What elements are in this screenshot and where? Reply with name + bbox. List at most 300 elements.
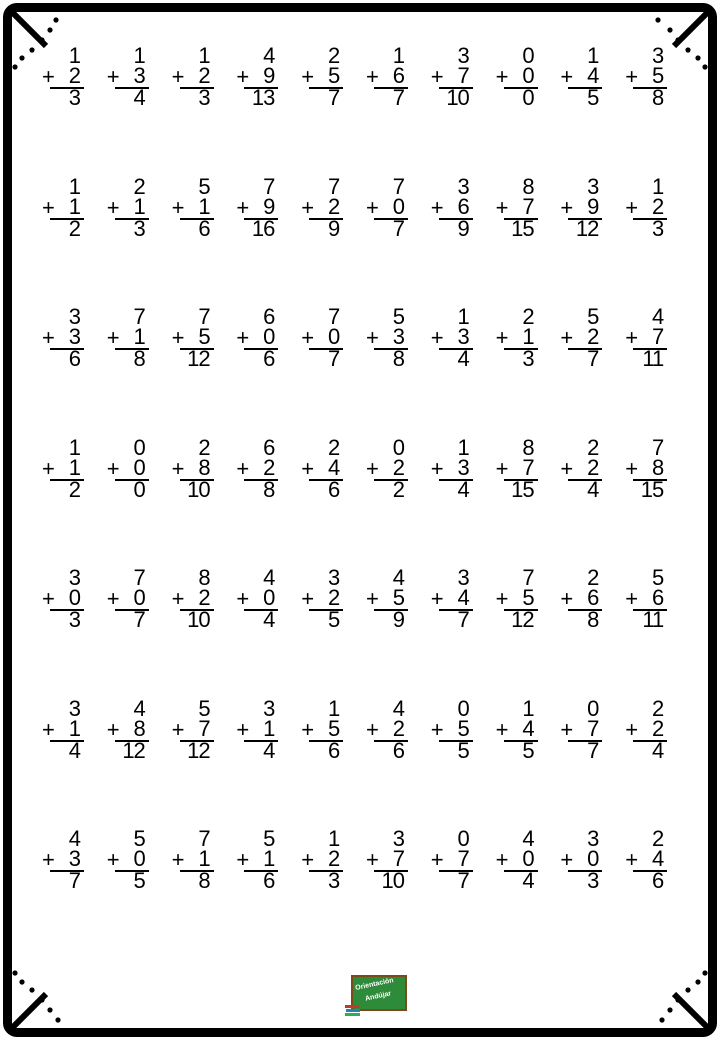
plus-sign: + xyxy=(106,325,120,350)
sum-answer: 7 xyxy=(587,737,599,763)
addend-bottom: 0 xyxy=(263,324,275,349)
plus-sign: + xyxy=(171,455,185,481)
addend-bottom: 2 xyxy=(392,715,404,741)
addition-problem xyxy=(40,695,90,778)
addend-top: 3 xyxy=(457,43,469,68)
plus-sign: + xyxy=(106,455,120,481)
addend-bottom: 4 xyxy=(457,585,469,610)
sum-answer: 3 xyxy=(198,85,210,110)
addend-bottom: 5 xyxy=(327,63,340,88)
addend-top: 1 xyxy=(68,173,80,199)
addend-top: 5 xyxy=(587,304,599,329)
addend-bottom: 2 xyxy=(651,715,664,741)
addend-top: 7 xyxy=(327,304,340,329)
addend-top: 1 xyxy=(327,826,340,851)
addend-bottom: 2 xyxy=(198,63,210,88)
sum-answer: 8 xyxy=(651,85,664,110)
plus-sign: + xyxy=(560,194,574,220)
addition-problem xyxy=(364,173,414,256)
sum-answer: 7 xyxy=(457,607,469,632)
addend-top: 0 xyxy=(392,434,404,460)
sum-answer: 6 xyxy=(68,346,80,371)
addition-problem xyxy=(623,695,673,778)
plus-sign: + xyxy=(625,847,639,872)
addend-top: 1 xyxy=(327,695,340,721)
addend-bottom: 4 xyxy=(327,454,340,480)
addition-problem xyxy=(623,306,673,386)
addend-bottom: 0 xyxy=(522,63,534,88)
addition-problem xyxy=(170,695,220,778)
plus-sign: + xyxy=(236,194,250,220)
addend-top: 1 xyxy=(587,43,599,68)
addend-bottom: 6 xyxy=(651,585,664,610)
addend-top: 1 xyxy=(651,173,664,199)
sum-answer: 2 xyxy=(392,476,404,502)
plus-sign: + xyxy=(106,586,120,611)
addend-top: 3 xyxy=(651,43,664,68)
addend-bottom: 2 xyxy=(651,193,664,219)
addend-top: 5 xyxy=(133,826,145,851)
addend-bottom: 2 xyxy=(327,846,340,871)
addend-bottom: 1 xyxy=(68,715,80,741)
addend-top: 7 xyxy=(651,434,664,460)
addition-problem xyxy=(623,567,673,647)
plus-sign: + xyxy=(106,716,120,742)
plus-sign: + xyxy=(171,194,185,220)
addend-top: 3 xyxy=(263,695,275,721)
addend-bottom: 7 xyxy=(651,324,664,349)
addition-problem xyxy=(494,567,544,647)
addend-bottom: 3 xyxy=(133,63,145,88)
addition-problem xyxy=(299,173,349,256)
sum-answer: 8 xyxy=(263,476,275,502)
sum-answer: 7 xyxy=(587,346,599,371)
plus-sign: + xyxy=(171,586,185,611)
addend-top: 4 xyxy=(133,695,145,721)
addition-problem xyxy=(170,828,220,908)
addend-top: 1 xyxy=(68,434,80,460)
plus-sign: + xyxy=(625,325,639,350)
addend-top: 4 xyxy=(263,43,275,68)
addition-problem xyxy=(623,173,673,256)
sum-answer: 0 xyxy=(133,476,145,502)
addend-bottom: 0 xyxy=(392,193,404,219)
sum-answer: 4 xyxy=(587,476,599,502)
sum-answer: 6 xyxy=(263,868,275,893)
addition-problem xyxy=(105,45,155,125)
sum-answer: 4 xyxy=(457,346,469,371)
addition-problem xyxy=(299,434,349,517)
addend-bottom: 4 xyxy=(522,715,534,741)
addition-problem xyxy=(494,695,544,778)
sum-answer: 8 xyxy=(198,868,210,893)
sum-answer: 5 xyxy=(327,607,340,632)
addend-bottom: 7 xyxy=(198,715,210,741)
addend-bottom: 4 xyxy=(587,63,599,88)
addend-top: 1 xyxy=(457,434,469,460)
plus-sign: + xyxy=(366,194,379,220)
sum-answer: 7 xyxy=(392,85,404,110)
sum-answer: 3 xyxy=(133,215,145,241)
addition-problem xyxy=(558,434,608,517)
addition-problem xyxy=(429,173,479,256)
plus-sign: + xyxy=(495,847,509,872)
addend-bottom: 6 xyxy=(587,585,599,610)
sum-answer: 12 xyxy=(187,737,210,763)
addition-problem xyxy=(234,45,284,125)
sum-answer: 15 xyxy=(511,476,534,502)
plus-sign: + xyxy=(366,325,379,350)
addition-problem xyxy=(364,306,414,386)
addition-problem xyxy=(299,695,349,778)
addition-problem xyxy=(364,434,414,517)
addition-problem xyxy=(494,434,544,517)
addend-bottom: 0 xyxy=(327,324,340,349)
addend-bottom: 7 xyxy=(587,715,599,741)
plus-sign: + xyxy=(236,716,250,742)
sum-answer: 3 xyxy=(68,607,80,632)
orientacion-andujar-logo xyxy=(345,975,411,1019)
addend-top: 6 xyxy=(263,434,275,460)
addend-bottom: 2 xyxy=(327,193,340,219)
addend-bottom: 2 xyxy=(392,454,404,480)
sum-answer: 8 xyxy=(587,607,599,632)
addend-top: 3 xyxy=(392,826,404,851)
addition-problem xyxy=(40,173,90,256)
sum-answer: 7 xyxy=(327,85,340,110)
addend-top: 3 xyxy=(327,565,340,590)
addition-problem xyxy=(623,434,673,517)
addend-bottom: 1 xyxy=(133,193,145,219)
addend-bottom: 0 xyxy=(133,585,145,610)
addend-bottom: 0 xyxy=(263,585,275,610)
addend-top: 7 xyxy=(133,304,145,329)
addend-bottom: 5 xyxy=(327,715,340,741)
sum-answer: 13 xyxy=(251,85,275,110)
plus-sign: + xyxy=(560,716,574,742)
addend-bottom: 5 xyxy=(457,715,469,741)
addend-top: 5 xyxy=(651,565,664,590)
addend-top: 7 xyxy=(522,565,534,590)
addend-top: 2 xyxy=(327,434,340,460)
addend-bottom: 2 xyxy=(327,585,340,610)
plus-sign: + xyxy=(301,325,315,350)
addend-top: 5 xyxy=(263,826,275,851)
addition-problem xyxy=(558,173,608,256)
plus-sign: + xyxy=(495,194,509,220)
addition-problem xyxy=(558,828,608,908)
plus-sign: + xyxy=(495,586,509,611)
addition-problem xyxy=(105,567,155,647)
sum-answer: 5 xyxy=(133,868,145,893)
sum-answer: 6 xyxy=(198,215,210,241)
addition-problem xyxy=(40,306,90,386)
addend-bottom: 3 xyxy=(68,846,80,871)
addend-bottom: 5 xyxy=(392,585,404,610)
addend-top: 7 xyxy=(263,173,275,199)
sum-answer: 11 xyxy=(642,346,664,371)
plus-sign: + xyxy=(301,716,315,742)
sum-answer: 2 xyxy=(68,476,80,502)
addend-top: 0 xyxy=(457,695,469,721)
addend-bottom: 7 xyxy=(457,846,469,871)
plus-sign: + xyxy=(106,64,120,89)
addend-bottom: 1 xyxy=(198,193,210,219)
addend-top: 8 xyxy=(522,173,534,199)
addend-bottom: 7 xyxy=(392,846,404,871)
sum-answer: 10 xyxy=(187,607,210,632)
addend-top: 4 xyxy=(392,695,404,721)
addition-problem xyxy=(105,173,155,256)
addend-bottom: 7 xyxy=(522,454,534,480)
plus-sign: + xyxy=(42,325,55,350)
sum-answer: 6 xyxy=(651,868,664,893)
sum-answer: 6 xyxy=(263,346,275,371)
plus-sign: + xyxy=(42,64,55,89)
addition-problem xyxy=(170,306,220,386)
books-icon xyxy=(345,1005,361,1017)
plus-sign: + xyxy=(171,64,185,89)
addend-bottom: 7 xyxy=(457,63,469,88)
addition-problem xyxy=(429,695,479,778)
sum-answer: 15 xyxy=(640,476,664,502)
sum-answer: 0 xyxy=(522,85,534,110)
addend-top: 1 xyxy=(198,43,210,68)
plus-sign: + xyxy=(171,716,185,742)
addend-bottom: 1 xyxy=(133,324,145,349)
sum-answer: 5 xyxy=(587,85,599,110)
addition-problem xyxy=(558,567,608,647)
addition-problem xyxy=(40,45,90,125)
addition-problem xyxy=(299,306,349,386)
addend-bottom: 2 xyxy=(263,454,275,480)
sum-answer: 7 xyxy=(133,607,145,632)
sum-answer: 10 xyxy=(381,868,404,893)
sum-answer: 6 xyxy=(327,737,340,763)
addition-problem xyxy=(429,45,479,125)
addend-top: 1 xyxy=(392,43,404,68)
addend-top: 7 xyxy=(327,173,340,199)
plus-sign: + xyxy=(625,64,639,89)
sum-answer: 12 xyxy=(122,737,145,763)
addition-problem xyxy=(494,173,544,256)
addition-problem xyxy=(364,567,414,647)
sum-answer: 2 xyxy=(68,215,80,241)
sum-answer: 12 xyxy=(575,215,599,241)
plus-sign: + xyxy=(560,64,574,89)
addition-problem xyxy=(429,434,479,517)
addend-bottom: 3 xyxy=(457,324,469,349)
addend-bottom: 0 xyxy=(68,585,80,610)
sum-answer: 10 xyxy=(187,476,210,502)
plus-sign: + xyxy=(301,847,315,872)
addend-bottom: 3 xyxy=(457,454,469,480)
addition-problem xyxy=(558,306,608,386)
sum-answer: 3 xyxy=(522,346,534,371)
sum-answer: 15 xyxy=(511,215,534,241)
addend-bottom: 0 xyxy=(133,846,145,871)
plus-sign: + xyxy=(366,847,379,872)
addend-bottom: 2 xyxy=(587,324,599,349)
plus-sign: + xyxy=(430,586,444,611)
plus-sign: + xyxy=(106,194,120,220)
plus-sign: + xyxy=(495,455,509,481)
addition-problem xyxy=(234,567,284,647)
plus-sign: + xyxy=(495,64,509,89)
plus-sign: + xyxy=(560,847,574,872)
sum-answer: 7 xyxy=(327,346,340,371)
addend-top: 4 xyxy=(522,826,534,851)
addend-top: 4 xyxy=(263,565,275,590)
plus-sign: + xyxy=(236,455,250,481)
plus-sign: + xyxy=(301,64,315,89)
sum-answer: 8 xyxy=(392,346,404,371)
addition-problem xyxy=(170,45,220,125)
plus-sign: + xyxy=(430,194,444,220)
addend-bottom: 2 xyxy=(587,454,599,480)
sum-answer: 4 xyxy=(263,737,275,763)
addend-bottom: 9 xyxy=(263,193,275,219)
addend-top: 1 xyxy=(133,43,145,68)
addend-top: 1 xyxy=(457,304,469,329)
addition-problem xyxy=(105,828,155,908)
addition-problem xyxy=(299,828,349,908)
plus-sign: + xyxy=(625,716,639,742)
plus-sign: + xyxy=(430,716,444,742)
addend-top: 6 xyxy=(263,304,275,329)
plus-sign: + xyxy=(366,455,379,481)
addend-top: 2 xyxy=(587,434,599,460)
sum-answer: 6 xyxy=(327,476,340,502)
plus-sign: + xyxy=(236,847,250,872)
addend-top: 1 xyxy=(522,695,534,721)
plus-sign: + xyxy=(625,455,639,481)
addition-problem xyxy=(623,828,673,908)
addend-bottom: 9 xyxy=(263,63,275,88)
addend-bottom: 8 xyxy=(198,454,210,480)
addend-bottom: 0 xyxy=(133,454,145,480)
logo-line1: Orientación xyxy=(354,977,395,992)
addend-top: 4 xyxy=(651,304,664,329)
logo-line2: Andújar xyxy=(364,990,392,1003)
addition-problem xyxy=(364,695,414,778)
addend-top: 3 xyxy=(587,173,599,199)
sum-answer: 5 xyxy=(457,737,469,763)
addend-top: 7 xyxy=(133,565,145,590)
addition-problem xyxy=(234,434,284,517)
addend-top: 4 xyxy=(68,826,80,851)
addend-top: 8 xyxy=(198,565,210,590)
addend-top: 5 xyxy=(198,695,210,721)
sum-answer: 4 xyxy=(651,737,664,763)
addition-problem xyxy=(40,567,90,647)
sum-answer: 7 xyxy=(68,868,80,893)
addition-problem xyxy=(299,567,349,647)
sum-answer: 16 xyxy=(251,215,275,241)
sum-answer: 4 xyxy=(68,737,80,763)
addend-bottom: 5 xyxy=(522,585,534,610)
addend-top: 0 xyxy=(587,695,599,721)
addend-bottom: 6 xyxy=(457,193,469,219)
plus-sign: + xyxy=(42,455,55,481)
addition-problem xyxy=(40,828,90,908)
addend-top: 7 xyxy=(198,826,210,851)
plus-sign: + xyxy=(171,847,185,872)
plus-sign: + xyxy=(301,586,315,611)
addition-problem xyxy=(364,45,414,125)
sum-answer: 4 xyxy=(457,476,469,502)
addend-bottom: 0 xyxy=(587,846,599,871)
addition-problem xyxy=(429,828,479,908)
sum-answer: 3 xyxy=(587,868,599,893)
addition-problem xyxy=(170,567,220,647)
sum-answer: 5 xyxy=(522,737,534,763)
addend-bottom: 1 xyxy=(198,846,210,871)
addend-top: 1 xyxy=(68,43,80,68)
addition-problem xyxy=(494,45,544,125)
plus-sign: + xyxy=(625,586,639,611)
addend-bottom: 3 xyxy=(392,324,404,349)
addend-bottom: 7 xyxy=(522,193,534,219)
addition-problem xyxy=(429,306,479,386)
addend-top: 3 xyxy=(68,565,80,590)
addend-bottom: 1 xyxy=(263,846,275,871)
addend-top: 3 xyxy=(457,173,469,199)
addend-bottom: 9 xyxy=(587,193,599,219)
addition-problem xyxy=(494,306,544,386)
addend-top: 7 xyxy=(392,173,404,199)
addend-top: 2 xyxy=(327,43,340,68)
addend-top: 0 xyxy=(522,43,534,68)
addend-top: 5 xyxy=(392,304,404,329)
sum-answer: 4 xyxy=(522,868,534,893)
sum-answer: 9 xyxy=(457,215,469,241)
addition-problem xyxy=(105,306,155,386)
plus-sign: + xyxy=(560,325,574,350)
addition-problem xyxy=(234,306,284,386)
addend-bottom: 2 xyxy=(198,585,210,610)
addend-bottom: 1 xyxy=(263,715,275,741)
plus-sign: + xyxy=(106,847,120,872)
addition-problem xyxy=(364,828,414,908)
sum-answer: 9 xyxy=(327,215,340,241)
addition-problem xyxy=(170,434,220,517)
addend-top: 3 xyxy=(457,565,469,590)
addend-top: 3 xyxy=(68,304,80,329)
addend-top: 2 xyxy=(651,695,664,721)
addend-bottom: 1 xyxy=(68,454,80,480)
addend-bottom: 3 xyxy=(68,324,80,349)
plus-sign: + xyxy=(430,455,444,481)
sum-answer: 9 xyxy=(392,607,404,632)
plus-sign: + xyxy=(236,586,250,611)
sum-answer: 7 xyxy=(392,215,404,241)
addend-top: 4 xyxy=(392,565,404,590)
addition-problem xyxy=(40,434,90,517)
addend-bottom: 8 xyxy=(651,454,664,480)
addition-problem xyxy=(623,45,673,125)
addition-problem xyxy=(105,695,155,778)
addend-bottom: 4 xyxy=(651,846,664,871)
addition-problem xyxy=(494,828,544,908)
sum-answer: 3 xyxy=(68,85,80,110)
addition-problem xyxy=(234,828,284,908)
addend-top: 7 xyxy=(198,304,210,329)
addition-problem xyxy=(234,695,284,778)
plus-sign: + xyxy=(366,64,379,89)
addition-problem xyxy=(558,45,608,125)
sum-answer: 12 xyxy=(511,607,534,632)
